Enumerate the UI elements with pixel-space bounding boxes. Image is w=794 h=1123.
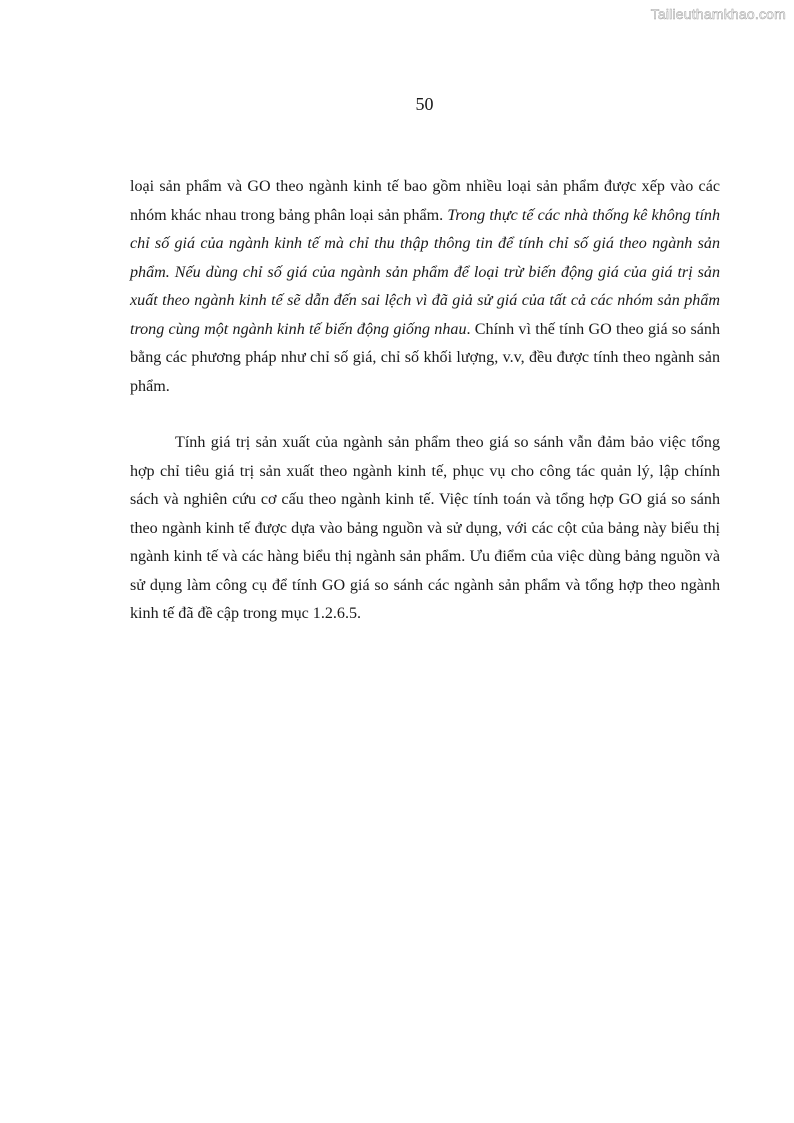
- watermark: Tailieuthamkhao.com: [650, 6, 786, 22]
- paragraph-1-text-end: . Chính vì thế tính GO theo giá so sánh bằng các phương pháp như chỉ số giá, chỉ số khối lượng, v.v, đều được tính theo ngành sản phẩm.: [130, 320, 720, 395]
- paragraph-2: Tính giá trị sản xuất của ngành sản phẩm theo giá so sánh vẫn đảm bảo việc tổng hợp chỉ tiêu giá trị sản xuất theo ngành kinh tế, phục vụ cho công tác quản lý, lập chính sách và nghiên cứu cơ cấu theo ngành kinh tế. Việc tính toán và tổng hợp GO giá so sánh theo ngành kinh tế được dựa vào bảng nguồn và sử dụng, với các cột của bảng này biểu thị ngành kinh tế và các hàng biểu thị ngành sản phẩm. Ưu điểm của việc dùng bảng nguồn và sử dụng làm công cụ để tính GO giá so sánh các ngành sản phẩm và tổng hợp theo ngành kinh tế đã đề cập trong mục 1.2.6.5.: [130, 434, 720, 622]
- page-number: 50: [415, 94, 434, 114]
- paragraph-1-text-start: loại sản phẩm và GO theo ngành kinh tế bao gồm nhiều loại sản phẩm được xếp vào các nhóm khác nhau trong bảng phân loại sản phẩm.: [130, 178, 720, 224]
- paragraph-1: [130, 173, 720, 401]
- paragraph-1-italic-text: Trong thực tế các nhà thống kê không tính chỉ số giá của ngành kinh tế mà chỉ thu thập thông tin để tính chỉ số giá theo ngành sản phẩm. Nếu dùng chỉ số giá của ngành sản phẩm để loại trừ biến động giá của giá trị sản xuất theo ngành kinh tế sẽ dẫn đến sai lệch vì đã giả sử giá của tất cả các nhóm sản phẩm trong cùng một ngành kinh tế biến động giống nhau: [130, 206, 721, 338]
